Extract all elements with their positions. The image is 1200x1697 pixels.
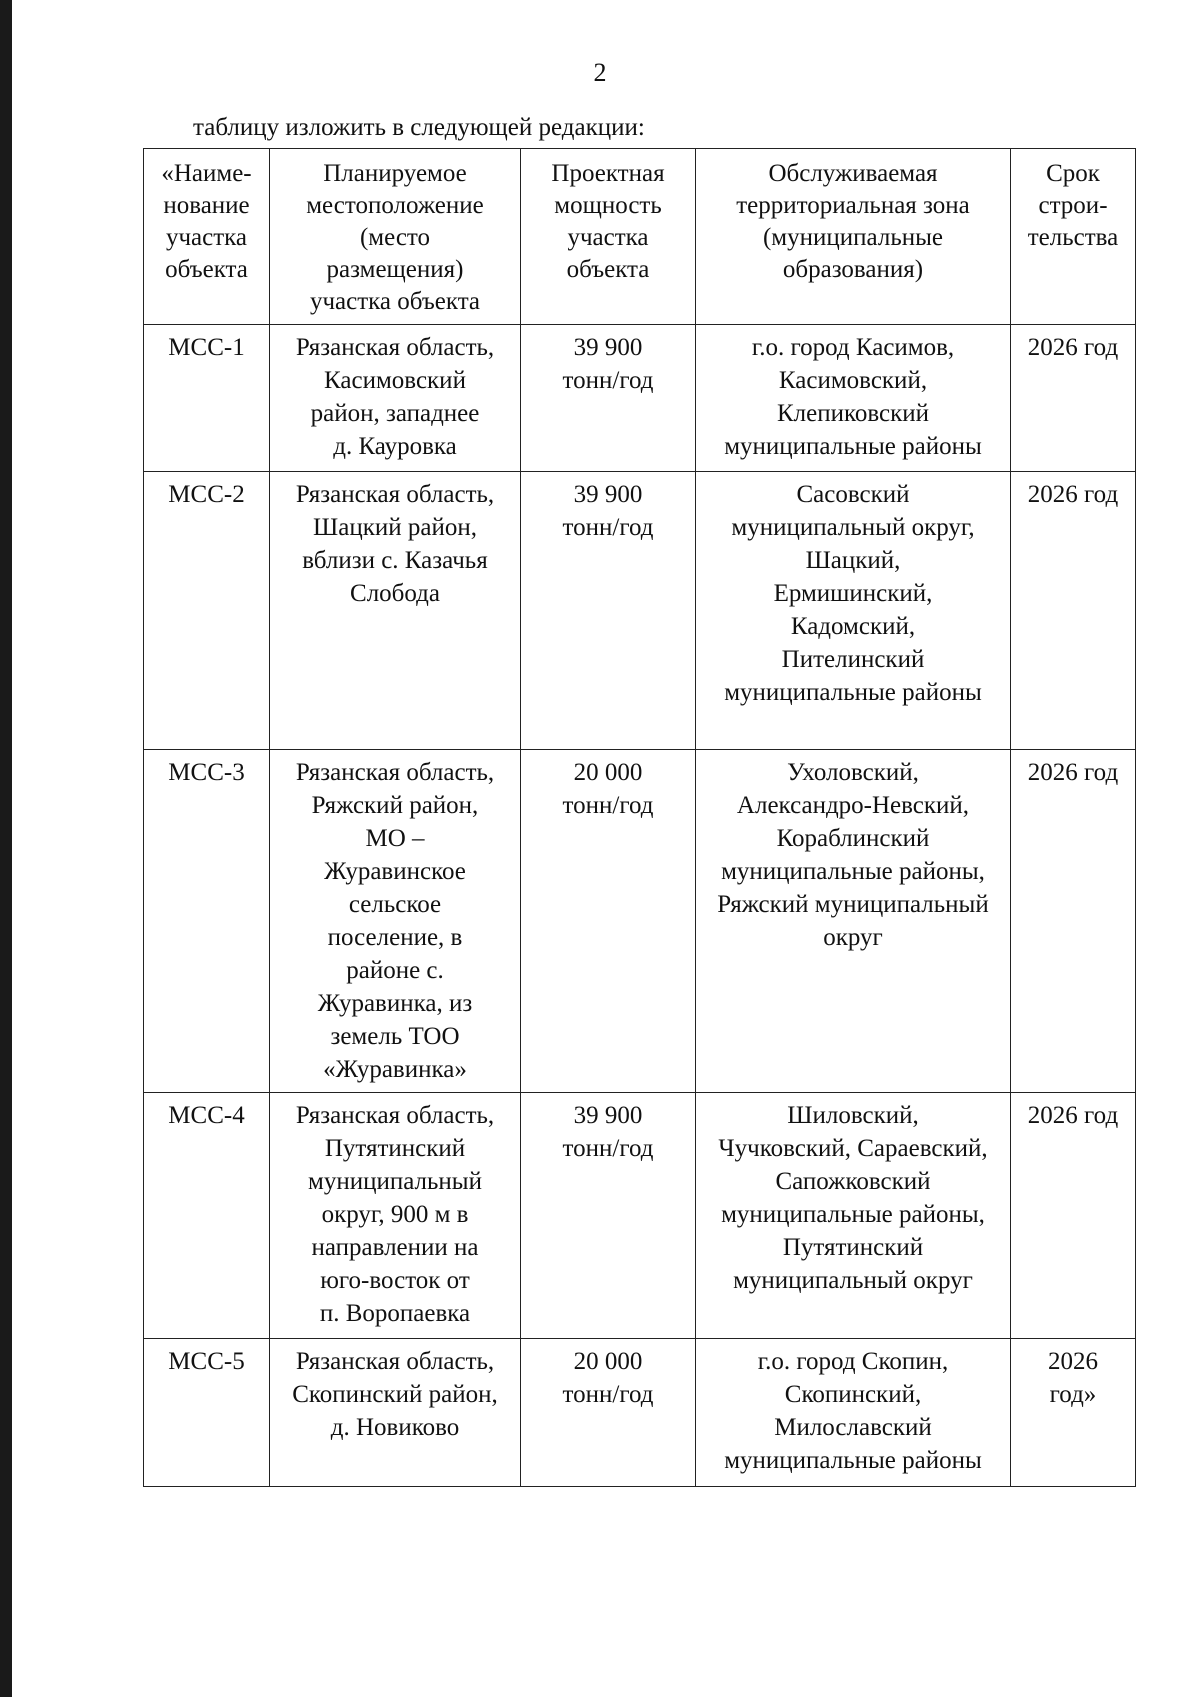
cell-term: 2026 год» [1011, 1339, 1136, 1487]
table-row [144, 472, 1136, 750]
cell-zone: Ухоловский, Александро-Невский, Кораблинский муниципальные районы, Ряжский муниципальный округ [696, 750, 1011, 1093]
cell-location: Рязанская область, Скопинский район, д. Новиково [270, 1339, 521, 1487]
cell-term: 2026 год [1011, 325, 1136, 472]
scan-edge [0, 0, 12, 1697]
table-row [144, 1339, 1136, 1487]
table-header-row [144, 149, 1136, 325]
cell-zone: Шиловский, Чучковский, Сараевский, Сапожковский муниципальные районы, Путятинский муниципальный округ [696, 1093, 1011, 1339]
cell-term: 2026 год [1011, 472, 1136, 750]
cell-zone: г.о. город Скопин, Скопинский, Милославский муниципальные районы [696, 1339, 1011, 1487]
cell-zone: Сасовский муниципальный округ, Шацкий, Ермишинский, Кадомский, Пителинский муниципальные районы [696, 472, 1011, 750]
cell-name: МСС-1 [144, 325, 270, 472]
cell-capacity: 20 000 тонн/год [521, 1339, 696, 1487]
table-row [144, 750, 1136, 1093]
cell-location: Рязанская область, Путятинский муниципальный округ, 900 м в направлении на юго-восток от п. Воропаевка [270, 1093, 521, 1339]
cell-capacity: 20 000 тонн/год [521, 750, 696, 1093]
table-row [144, 1093, 1136, 1339]
cell-name: МСС-2 [144, 472, 270, 750]
header-location: Планируемое местоположение (место размещения) участка объекта [270, 149, 521, 325]
cell-location: Рязанская область, Шацкий район, вблизи с. Казачья Слобода [270, 472, 521, 750]
cell-capacity: 39 900 тонн/год [521, 472, 696, 750]
cell-capacity: 39 900 тонн/год [521, 325, 696, 472]
intro-text: таблицу изложить в следующей редакции: [193, 114, 645, 141]
page-number: 2 [593, 58, 607, 87]
cell-term: 2026 год [1011, 1093, 1136, 1339]
cell-name: МСС-4 [144, 1093, 270, 1339]
cell-location: Рязанская область, Ряжский район, МО – Журавинское сельское поселение, в районе с. Журавинка, из земель ТОО «Журавинка» [270, 750, 521, 1093]
header-term: Срок строи- тельства [1011, 149, 1136, 325]
cell-zone: г.о. город Касимов, Касимовский, Клепиковский муниципальные районы [696, 325, 1011, 472]
cell-name: МСС-3 [144, 750, 270, 1093]
cell-location: Рязанская область, Касимовский район, западнее д. Кауровка [270, 325, 521, 472]
cell-name: МСС-5 [144, 1339, 270, 1487]
objects-table [143, 148, 1136, 1487]
header-zone: Обслуживаемая территориальная зона (муниципальные образования) [696, 149, 1011, 325]
header-name: «Наиме- нование участка объекта [144, 149, 270, 325]
cell-term: 2026 год [1011, 750, 1136, 1093]
cell-capacity: 39 900 тонн/год [521, 1093, 696, 1339]
table-row [144, 325, 1136, 472]
header-capacity: Проектная мощность участка объекта [521, 149, 696, 325]
